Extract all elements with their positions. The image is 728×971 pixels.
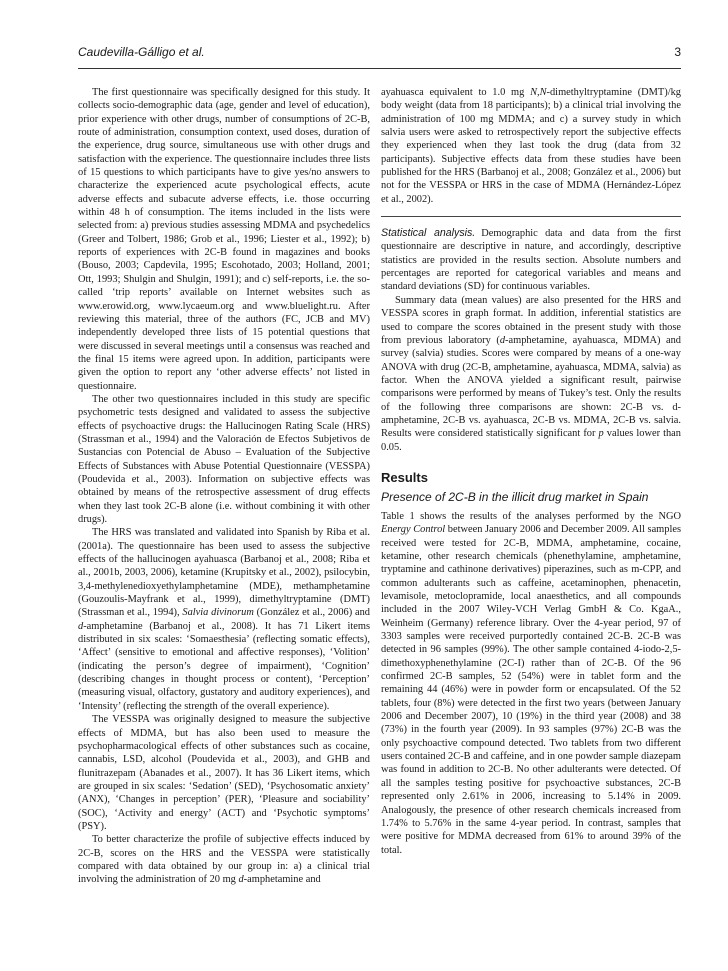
continuation-paragraph: [381, 86, 681, 206]
summary-text-1: Summary data (mean values) are also presented for the HRS and VESSPA scores in graph format. In addition, inferential statistics are used to compare the scores obtained in the present study with those from previous laboratory (: [381, 294, 681, 346]
d-italic: d: [78, 620, 84, 632]
comparison-text-2: -amphetamine and: [243, 874, 321, 886]
results-subheading: Presence of 2C-B in the illicit drug market in Spain: [381, 489, 649, 504]
statistical-analysis-text: Demographic data and data from the first questionnaire are descriptive in nature, and accordingly, descriptive statistics are provided in the results section. Absolute numbers and percentages are reported for categorical variables and means and standard deviations (SD) for continuous variables.: [381, 228, 681, 293]
comparison-text-1: To better characterize the profile of subjective effects induced by 2C-B, scores on the HRS and the VESSPA were statistically compared with data obtained by our group in: a) a clinical trial involving the administration of 20 mg: [78, 834, 370, 886]
salvia-italic: Salvia divinorum: [182, 607, 254, 619]
continuation-text-2: -dimethyltryptamine (DMT)/kg body weight (data from 18 participants); b) a clinical trial involving the administration of 100 mg MDMA; and c) a survey study in which salvia users were asked to retrospectively report the subjective effects they experienced when they last took the drug (data from 32 participants). Subjective effects data from these studies have been published for the HRS (Barbanoj et al., 2008; González et al., 2006) but not for the VESSPA or HRS in the case of MDMA (Hernández-López et al., 2002).: [381, 87, 681, 205]
summary-text-2: -amphetamine, ayahuasca, MDMA) and survey (salvia) studies. Scores were compared by means of a one-way ANOVA with drug (2C-B, amphetamine, ayahuasca, MDMA, salvia) as factor. When the ANOVA yielded a significant result, pairwise comparisons were performed by means of Tukey’s test. Only the results of the following three comparisons are shown: 2C-B vs. d-amphetamine, 2C-B vs. ayahuasca, 2C-B vs. MDMA, 2C-B vs. salvia. Results were considered statistically significant for: [381, 334, 682, 440]
statistical-analysis-heading: Statistical analysis.: [381, 227, 476, 240]
nn-italic: N,N: [530, 87, 547, 98]
running-title: Caudevilla-Gálligo et al.: [78, 45, 205, 59]
results-heading: Results: [381, 469, 428, 485]
vesspa-paragraph: The VESSPA was originally designed to measure the subjective effects of MDMA, but has also been used to measure the psychopharmacological effects of other substances such as cocaine, cannabis, LSD, alcohol (Poudevida et al., 2003), and GHB and flunitrazepam (Abanades et al., 2007). It has 36 Likert items, which are grouped in six scales: ‘Sedation’ (SED), ‘Psychosomatic anxiety’ (ANX), ‘Changes in perception’ (PER), ‘Pleasure and sociability’ (SOC), ‘Activity and energy’ (ACT) and ‘Psychotic symptoms’ (PSY).: [78, 714, 370, 832]
header-rule: [78, 68, 681, 69]
left-column: [78, 86, 370, 887]
results-text-2: between January 2006 and December 2009. All samples received were tested for 2C-B, MDMA, amphetamine, cocaine, ketamine, other research chemicals (phenethylamine, amphetamine, tryptamine and cathinone derivatives) piperazines, such as m-CPP, and common adulterants such as caffeine, acetaminophen, phenacetin, levamisole, metoclopramide, local anaesthetics, and all compounds included in the 2007 Wiley-VCH Verlag GmbH & Co. KgaA., Weinheim (Germany) reference library. Over the 4-year period, 97 of 3303 samples were received purportedly contained 2C-B. 2C-B was detected in 96 samples (99%). The other sample contained 4-iodo-2,5-dimethoxyphenethylamine (2C-I) rather than of 2C-B. Of the 96 confirmed 2C-B samples, 52 (54%) were in tablet form and the remaining 44 (46%) were in powder form or encapsulated. Of the 52 tablets, four (8%) were detected in the first two years (between January 2006 and December 2007), 10 (19%) in the third year (2008) and 38 (73%) in the fourth year (2009). In 93 samples (97%) 2C-B was the only psychoactive compound detected. Two tablets from two different users contained 2C-B and caffeine, and in one powder sample diazepam was found in addition to 2C-B. No other adulterants were detected. Of all the samples testing positive for psychoactive substances, 2C-B represented only 2.61% in 2006, increasing to 5.14% in 2009. Analogously, the presence of other research chemicals increased from 1.74% to 5.76% in the same 4-year period. In contrast, samples that were positive for MDMA decreased from 61% to around 39% of the total.: [381, 524, 681, 856]
questionnaire-paragraph: The first questionnaire was specifically designed for this study. It collects socio-demographic data (age, gender and level of education), prior experience with other drugs, number of consumptions of 2C-B, route of administration, consumption context, used doses, duration of the experience, drug source, simultaneous use with other drugs and satisfaction with the experience. The questionnaire includes three lists of 15 questions to which participants have to give yes/no answers to characterize the experienced acute psychological effects, acute adverse effects and subacute adverse effects, i.e. those occurring within 48 h of consumption. The items included in the lists were selected from: a) previous studies assessing MDMA and psychedelics (Greer and Tolbert, 1986; Grob et al., 1996; Liester et al., 1992); b) reports of experiences with 2C-B found in magazines and books (Bouso, 2003; Capdevila, 1995; Escohotado, 2003; Holland, 2001; Ott, 1993; Shulgin and Shulgin, 1991); and c) self-reports, i.e. the so-called ‘trip reports’ available on Internet websites such as www.erowid.org, www.lycaeum.org and www.bluelight.ru. After reviewing this material, three of the authors (FC, JCB and MV) independently developed three lists of 15 potential questions that were discussed in several meetings until a consensus was reached and the final 15 items were agreed upon. In addition, participants were given the option to report any ‘other adverse effects’ not listed in questionnaire.: [78, 87, 370, 392]
results-text-1: Table 1 shows the results of the analyses performed by the NGO: [381, 510, 681, 522]
hrs-text-2: (González et al., 2006) and: [253, 607, 370, 619]
page-number: 3: [674, 45, 681, 59]
psychometric-tests-paragraph: The other two questionnaires included in this study are specific psychometric tests designed and validated to assess the subjective effects of psychoactive drugs: the Hallucinogen Rating Scale (HRS) (Strassman et al., 1994) and the Valoración de Efectos Subjetivos de Sustancias con Potencial de Abuso – Evaluation of the Subjective Effects of Substances with Abuse Potential Questionnaire (VESSPA) (Poudevida et al., 2003). Information on subjective effects was obtained by means of the retrospective assessment of drug effects when they last took 2C-B alone (i.e. without combining it with other drugs).: [78, 393, 370, 525]
results-paragraph: [381, 510, 681, 857]
statistical-analysis-paragraph: [381, 227, 681, 294]
p-italic: p: [598, 428, 604, 440]
continuation-text-1: ayahuasca equivalent to 1.0 mg: [381, 87, 531, 98]
section-divider: [381, 216, 681, 217]
comparison-paragraph: [78, 833, 370, 886]
d-italic: d: [499, 334, 506, 346]
d-italic: d: [238, 874, 244, 886]
hrs-text-3: -amphetamine (Barbanoj et al., 2008). It has 71 Likert items distributed in six scales: ‘Somaesthesia’ (reflecting somatic effects), ‘Affect’ (sensitive to emotional and affective responses), ‘Volition’ (indicating the person’s degree of impairment), ‘Cognition’ (describing changes in thought process or content), ‘Perception’ (measuring visual, olfactory, gustatory and auditory experiences), and ‘Intensity’ (reflecting the strength of the overall experience).: [78, 620, 370, 712]
summary-text-3: values lower than 0.05.: [381, 428, 681, 453]
running-header: [78, 45, 681, 63]
right-column: [381, 86, 681, 857]
energy-control-italic: Energy Control: [381, 524, 446, 536]
summary-data-paragraph: [381, 294, 681, 454]
hrs-text-1: The HRS was translated and validated into Spanish by Riba et al. (2001a). The questionnaire has been used to assess the subjective effects of the hallucinogen ayahuasca (Barbanoj et al., 2008; Riba et al., 2001b, 2003, 2006), ketamine (Krupitsky et al., 2002), psilocybin, 3,4-methylenedioxyethylamphetamine (MDE), methamphetamine (Gouzoulis-Mayfrank et al., 1999), dimethyltryptamine (DMT) (Strassman et al., 1994),: [78, 527, 370, 619]
hrs-paragraph: [78, 526, 370, 713]
